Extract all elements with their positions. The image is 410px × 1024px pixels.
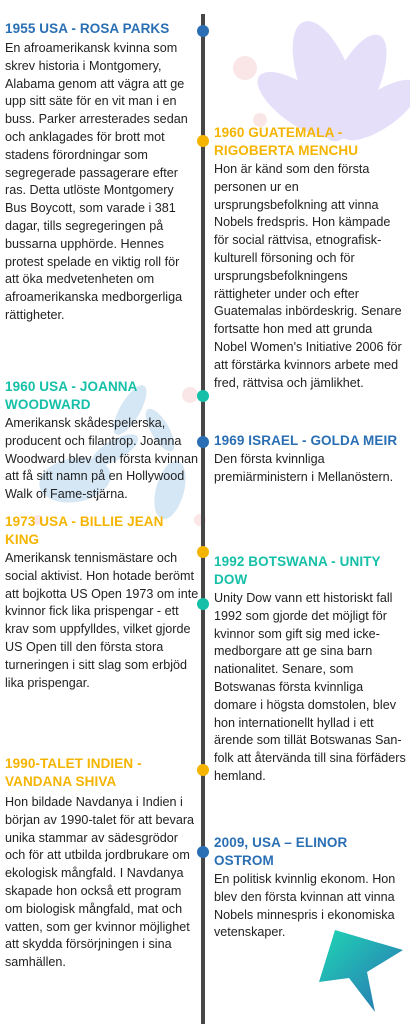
entry-body: Den första kvinnliga premiärministern i Mellanöstern. (214, 452, 394, 484)
timeline-dot (197, 25, 209, 37)
timeline-entry-joanna-woodward (5, 378, 200, 504)
timeline-entry-elinor-ostrom (214, 834, 407, 942)
timeline-entry-rigoberta-menchu (214, 124, 406, 392)
entry-title: 2009, USA – ELINOR OSTROM (214, 835, 348, 868)
timeline-entry-rosa-parks (5, 20, 195, 325)
timeline-entry-golda-meir (214, 432, 406, 487)
entry-title: 1992 BOTSWANA - UNITY DOW (214, 554, 381, 587)
entry-title: 1960 GUATEMALA - RIGOBERTA MENCHU (214, 125, 359, 158)
entry-body: Amerikansk tennismästare och social aktivist. Hon hotade berömt att bojkotta US Open 1973 om inte kvinnor fick lika prispengar - ett krav som uppfylldes, vilket gjorde US Open till den första stora turneringen i sitt slag som erbjöd lika prispengar. (5, 551, 199, 690)
timeline-entry-billie-jean-king (5, 513, 200, 692)
timeline-entry-vandana-shiva (5, 755, 199, 972)
entry-body: Amerikansk skådespelerska, producent och filantrop. Joanna Woodward blev den första kvinnan att få sitt namn på en Hollywood Walk of Fame-stjärna. (5, 416, 198, 502)
entry-title: 1955 USA - ROSA PARKS (5, 21, 170, 36)
timeline-entry-unity-dow (214, 553, 407, 786)
entry-body: En politisk kvinnlig ekonom. Hon blev den första kvinnan att vinna Nobels minnespris i ekonomiska vetenskaper. (214, 872, 396, 940)
entry-body: En afroamerikansk kvinna som skrev historia i Montgomery, Alabama genom att vägra att ge upp sitt säte för en vit man i en buss. Parker arresterades sedan och anklagades för brott mot stadens förordningar som segregerade passagerare efter ras. Detta utlöste Montgomery Bus Boycott, som varade i 381 dagar, tills segregeringen på bussarna upphörde. Hennes protest spelade en viktig roll för att öka medvetenheten om afroamerikanska medborgerliga rättigheter. (5, 41, 188, 322)
entry-title: 1973 USA - BILLIE JEAN KING (5, 514, 164, 547)
entry-title: 1960 USA - JOANNA WOODWARD (5, 379, 137, 412)
entry-title: 1990-TALET INDIEN - VANDANA SHIVA (5, 756, 142, 789)
timeline-dot (197, 135, 209, 147)
timeline-line (201, 14, 205, 1024)
entry-body: Hon bildade Navdanya i Indien i början av 1990-talet för att bevara unika stammar av sädesgrödor och för att utbilda jordbrukare om ekologisk mångfald. I Navdanya skapade hon också ett program om biologisk mångfald, mat och vatten, som ger kvinnor möjlighet att skydda försörjningen i sina samhällen. (5, 795, 195, 970)
entry-body: Hon är känd som den första personen ur en ursprungsbefolkning att vinna Nobels fredspris. Hon kämpade för social rättvisa, etnografisk-kulturell försoning och för ursprungsbefolkningens rättigheter under och efter Guatemalas inbördeskrig. Senare fortsatte hon med att grunda Nobel Women's Initiative 2006 för att förstärka kvinnors arbete med fred, rättvisa och jämlikhet. (214, 162, 402, 390)
entry-title: 1969 ISRAEL - GOLDA MEIR (214, 433, 398, 448)
entry-body: Unity Dow vann ett historiskt fall 1992 som gjorde det möjligt för kvinnor som gift sig med icke-medborgare att ge sina barn nationalitet. Senare, som Botswanas första kvinnliga domare i högsta domstolen, blev hon internationellt hyllad i ett ärende som tillät Botswanas San-folk att återvända till sina förfäders hemland. (214, 591, 406, 783)
